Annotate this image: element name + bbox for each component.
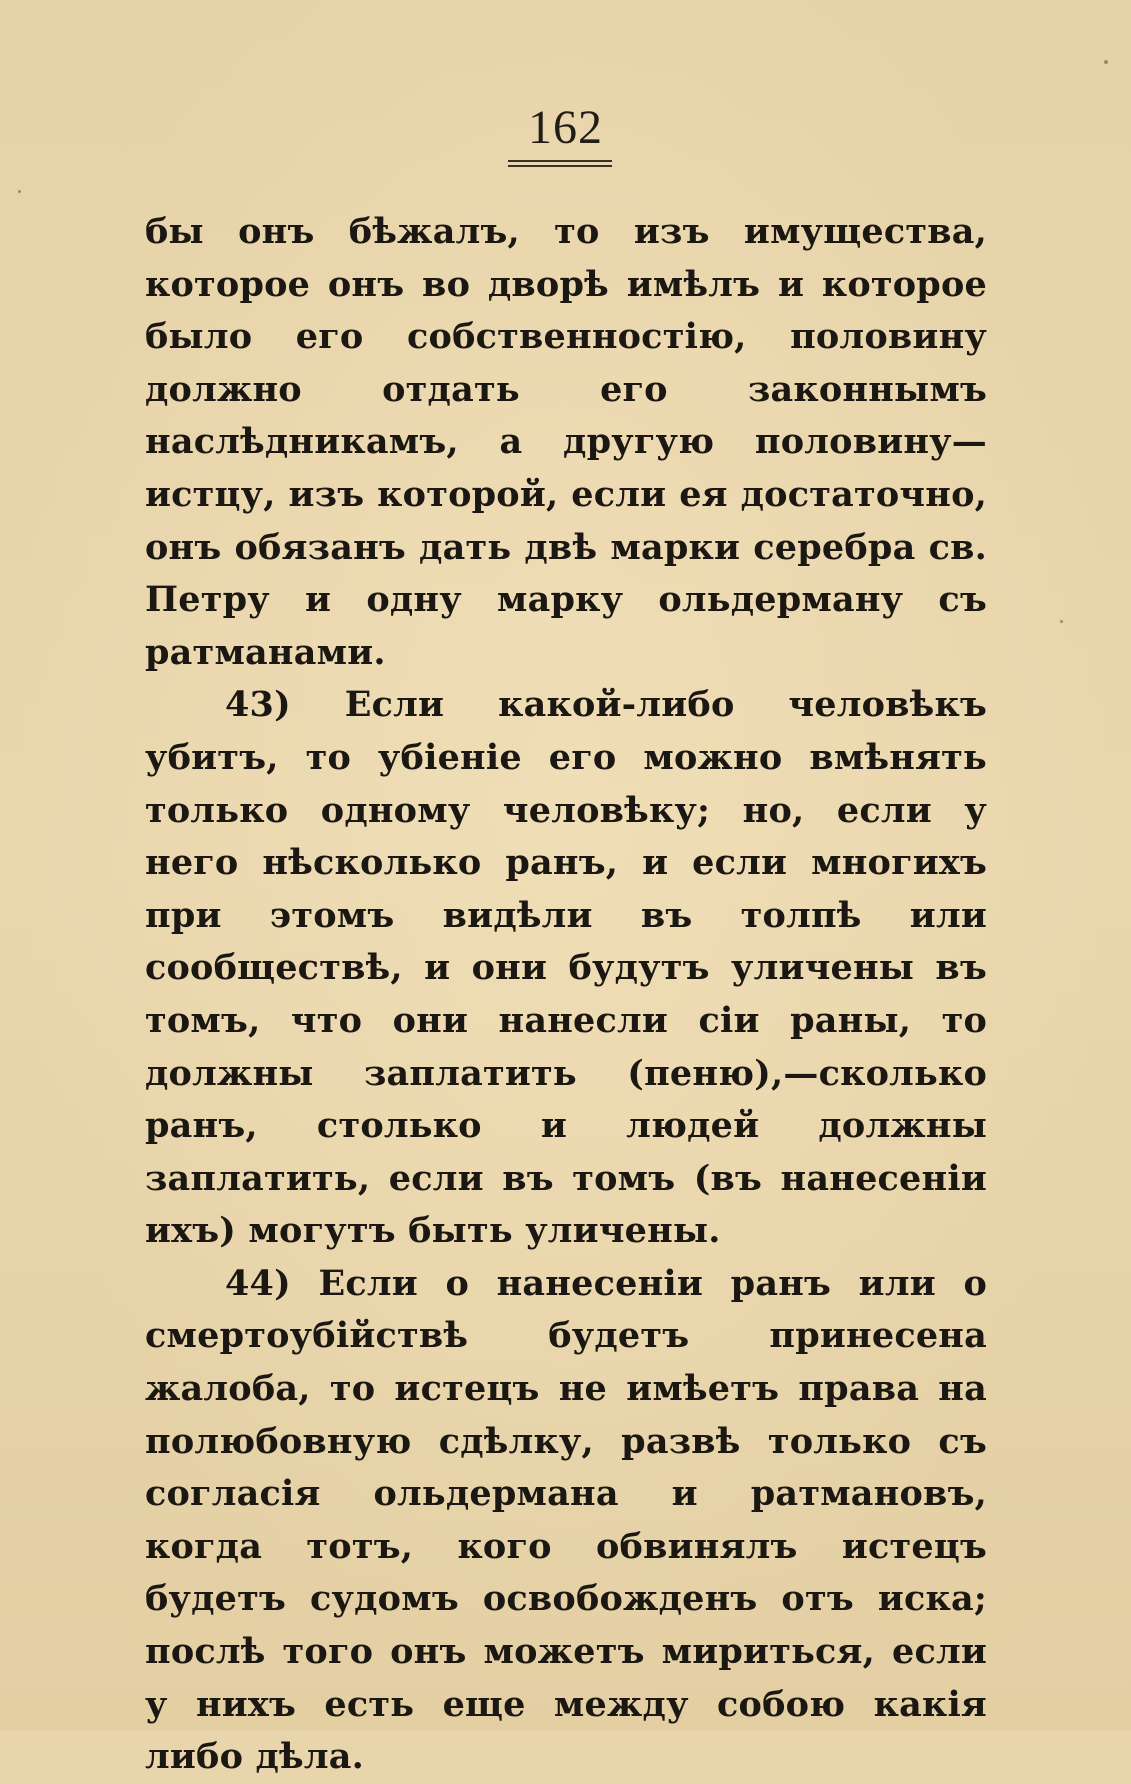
paragraph-article-43: 43) Если какой-либо человѣкъ убитъ, то убіеніе его можно вмѣнять только одному человѣку; но, если у него нѣсколько ранъ, и если многихъ при этомъ видѣли въ толпѣ или сообществѣ, и они будутъ уличены въ томъ, что они нанесли сіи раны, то должны заплатить (пеню),—сколько ранъ, столько и людей должны заплатить, если въ томъ (въ нанесеніи ихъ) могутъ быть уличены. (145, 684, 987, 1252)
paragraph-continuation: бы онъ бѣжалъ, то изъ имущества, которое онъ во дворѣ имѣлъ и которое было его собственностію, половину должно отдать его законнымъ наслѣдникамъ, а другую половину—истцу, изъ которой, если ея достаточно, онъ обязанъ дать двѣ марки серебра св. Петру и одну марку ольдерману съ ратманами. (145, 211, 987, 673)
page-number-underline (508, 160, 612, 162)
paragraph-article-44: 44) Если о нанесеніи ранъ или о смертоубійствѣ будетъ принесена жалоба, то истецъ не имѣетъ права на полюбовную сдѣлку, развѣ только съ согласія ольдермана и ратмановъ, когда тотъ, кого обвинялъ истецъ будетъ судомъ освобожденъ отъ иска; послѣ того онъ можетъ мириться, если у нихъ есть еще между собою какія либо дѣла. (145, 1262, 987, 1778)
paper-speck (1060, 620, 1063, 623)
paper-speck (18, 190, 21, 193)
page-number-underline-second (508, 165, 612, 167)
paper-speck (1104, 60, 1108, 64)
body-text (145, 206, 987, 1784)
page-number: 162 (528, 101, 603, 154)
